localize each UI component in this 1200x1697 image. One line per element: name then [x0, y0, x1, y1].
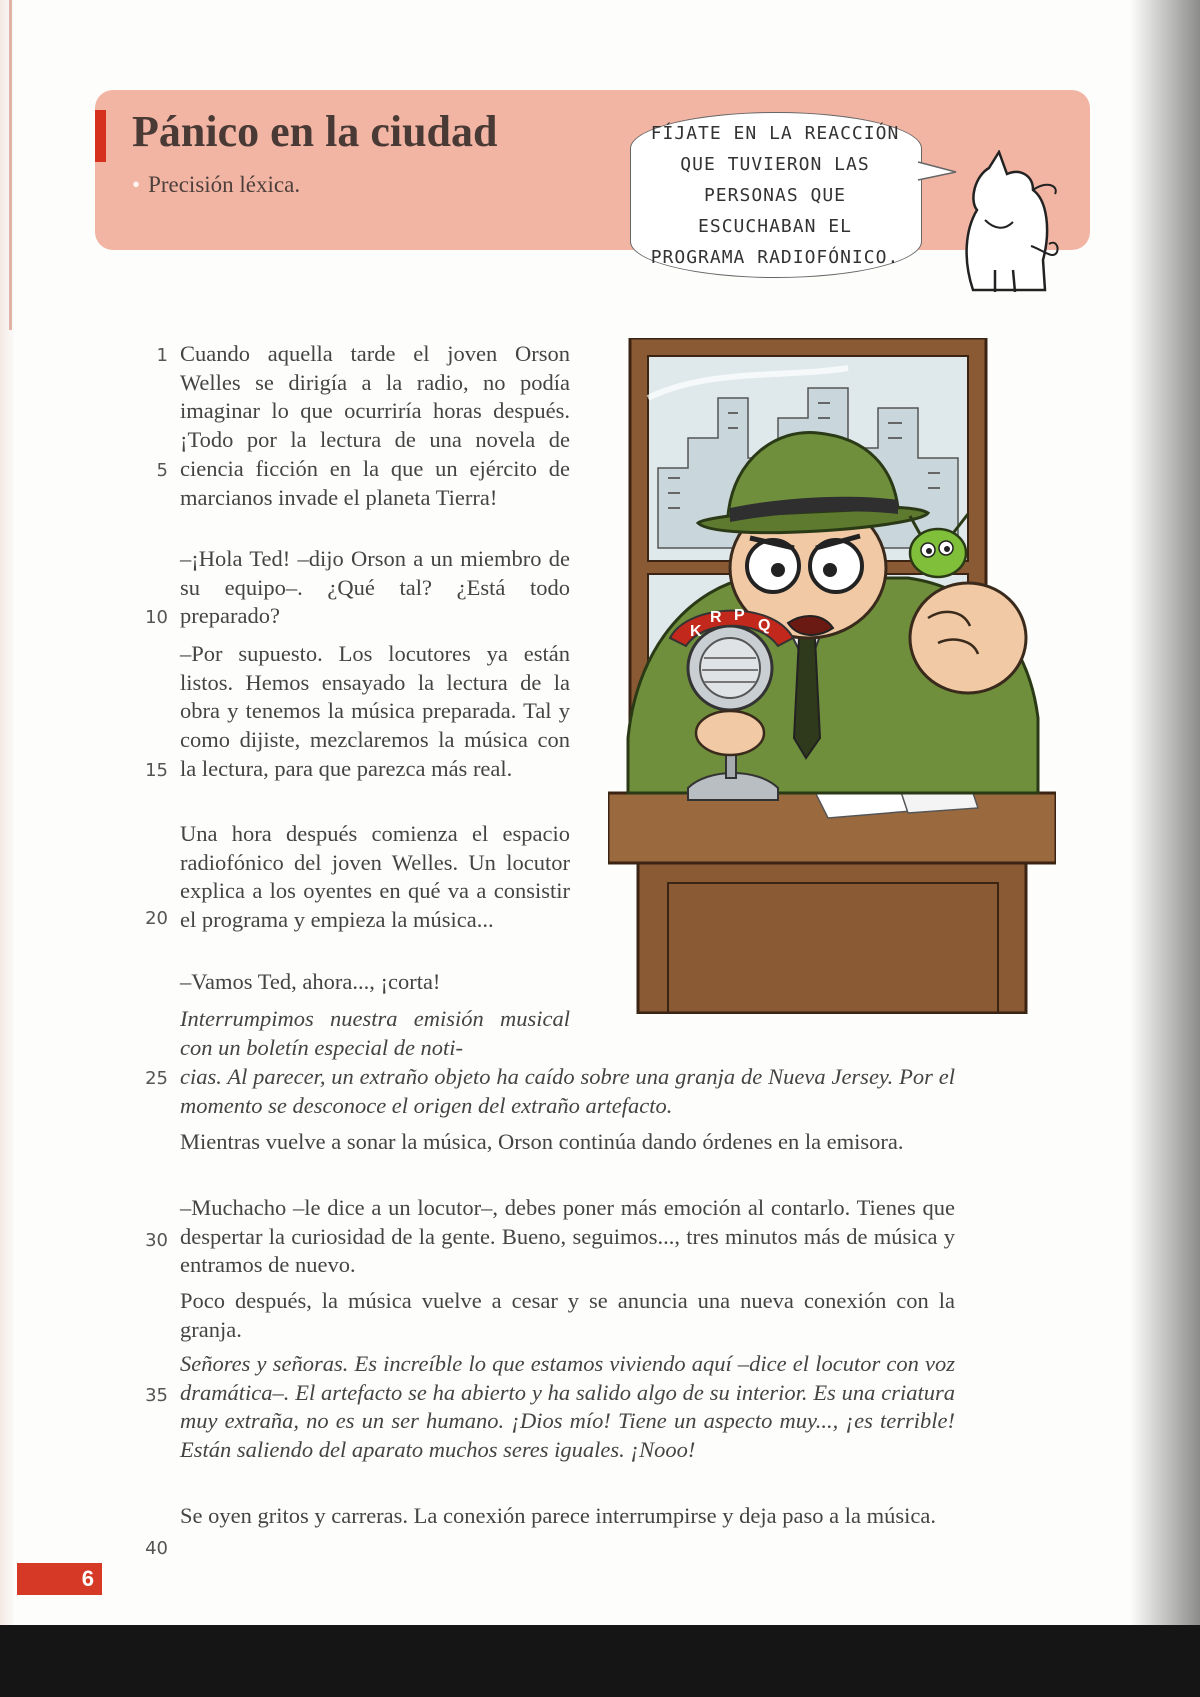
line-number: 30 — [145, 1230, 168, 1251]
page-edge-shadow — [1130, 0, 1200, 1697]
speech-bubble-text — [630, 118, 920, 273]
page-subtitle — [132, 172, 300, 198]
story-paragraph: –Por supuesto. Los locutores ya están listos. Hemos ensayado la lectura de la obra y tenemos la música preparada. Tal y como dijiste, mezclaremos la música con la lectura, para que parezca más real. — [180, 641, 570, 781]
page-number: 6 — [17, 1563, 102, 1595]
margin-rule — [9, 0, 12, 330]
story-paragraph-italic: Interrumpimos nuestra emisión musical con un boletín especial de noti- — [180, 1006, 570, 1060]
section-number-1 — [95, 110, 106, 162]
line-number: 15 — [145, 760, 168, 781]
scan-bottom-edge — [0, 1625, 1200, 1697]
story-paragraph: –Vamos Ted, ahora..., ¡corta! — [180, 969, 441, 994]
bubble-line: PROGRAMA RADIOFÓNICO. — [650, 247, 900, 268]
line-number: 5 — [156, 460, 168, 481]
cartoon-mascot — [955, 150, 1065, 295]
line-number: 1 — [156, 345, 168, 366]
story-paragraph: Una hora después comienza el espacio radiofónico del joven Welles. Un locutor explica a los oyentes en qué va a consistir el programa y empieza la música... — [180, 821, 570, 933]
story-paragraph: Cuando aquella tarde el joven Orson Welles se dirigía a la radio, no podía imaginar lo que ocurriría horas después. ¡Todo por la lectura de una novela de ciencia ficción en la que un ejército de marcianos invade el planeta Tierra! — [180, 341, 570, 510]
mic-call-letter: K — [690, 623, 702, 640]
story-paragraph: Poco después, la música vuelve a cesar y se anuncia una nueva conexión con la granja. — [180, 1288, 955, 1342]
story-paragraph-italic: Señores y señoras. Es increíble lo que estamos viviendo aquí –dice el locutor con voz dramática–. El artefacto se ha abierto y ha salido algo de su interior. Es una criatura muy extraña, no es un ser humano. ¡Dios mío! Tiene un aspecto muy..., ¡es terrible! Están saliendo del aparato muchos seres iguales. ¡Nooo! — [180, 1351, 955, 1463]
line-number: 35 — [145, 1385, 168, 1406]
story-paragraph-italic: cias. Al parecer, un extraño objeto ha caído sobre una granja de Nueva Jersey. Por el momento se desconoce el origen del extraño artefacto. — [180, 1064, 955, 1118]
radio-announcer-illustration — [608, 338, 1056, 1014]
subtitle-text: Precisión léxica. — [148, 172, 301, 197]
mic-call-letter: P — [734, 607, 745, 624]
story-paragraph: –Muchacho –le dice a un locutor–, debes poner más emoción al contarlo. Tienes que despertar la curiosidad de la gente. Bueno, seguimos..., tres minutos más de música y entramos de nuevo. — [180, 1195, 955, 1278]
line-number: 20 — [145, 908, 168, 929]
bubble-line: QUE TUVIERON LAS — [680, 154, 870, 175]
mic-call-letter: R — [710, 609, 722, 626]
bubble-line: FÍJATE EN LA REACCIÓN — [650, 123, 900, 144]
line-number: 10 — [145, 607, 168, 628]
bubble-line: PERSONAS QUE — [703, 185, 847, 206]
bullet-icon: • — [132, 172, 141, 197]
story-paragraph: –¡Hola Ted! –dijo Orson a un miembro de su equipo–. ¿Qué tal? ¿Está todo preparado? — [180, 546, 570, 629]
line-number: 25 — [145, 1068, 168, 1089]
page-title: Pánico en la ciudad — [132, 107, 498, 156]
story-paragraph: Mientras vuelve a sonar la música, Orson continúa dando órdenes en la emisora. — [180, 1129, 904, 1154]
story-paragraph: Se oyen gritos y carreras. La conexión parece interrumpirse y deja paso a la música. — [180, 1503, 936, 1528]
mic-call-letter: Q — [758, 617, 771, 634]
line-number: 40 — [145, 1538, 168, 1559]
bubble-line: ESCUCHABAN EL — [698, 216, 852, 237]
